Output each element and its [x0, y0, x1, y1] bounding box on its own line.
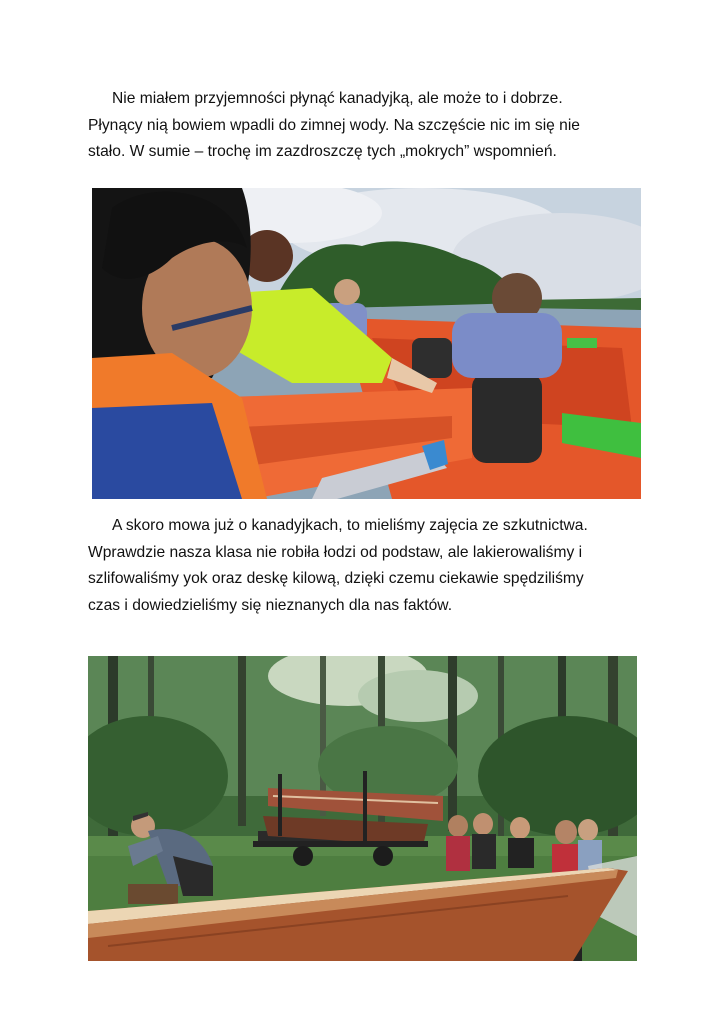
paragraph-1-line-1: Nie miałem przyjemności płynąć kanadyjką, ale może to i dobrze.	[112, 90, 563, 107]
paragraph-1-line-2: Płynący nią bowiem wpadli do zimnej wody. Na szczęście nic im się nie	[88, 116, 580, 134]
paragraph-1-line-3: stało. W sumie – trochę im zazdroszczę tych „mokrych” wspomnień.	[88, 143, 557, 160]
kayaking-scene-illustration	[92, 188, 641, 499]
boatbuilding-scene-illustration	[88, 656, 637, 961]
paragraph-2	[88, 513, 648, 619]
paragraph-2-line-2: Wprawdzie nasza klasa nie robiła łodzi od podstaw, ale lakierowaliśmy i	[88, 543, 583, 561]
paragraph-2-line-3: szlifowaliśmy yok oraz deskę kilową, dzięki czemu ciekawie spędziliśmy	[88, 570, 584, 587]
kayaking-photo	[92, 188, 641, 499]
boatbuilding-photo	[88, 656, 637, 961]
paragraph-2-line-1: A skoro mowa już o kanadyjkach, to mieliśmy zajęcia ze szkutnictwa.	[112, 517, 588, 534]
paragraph-2-line-4: czas i dowiedzieliśmy się nieznanych dla nas faktów.	[88, 596, 453, 614]
paragraph-1	[88, 86, 648, 166]
